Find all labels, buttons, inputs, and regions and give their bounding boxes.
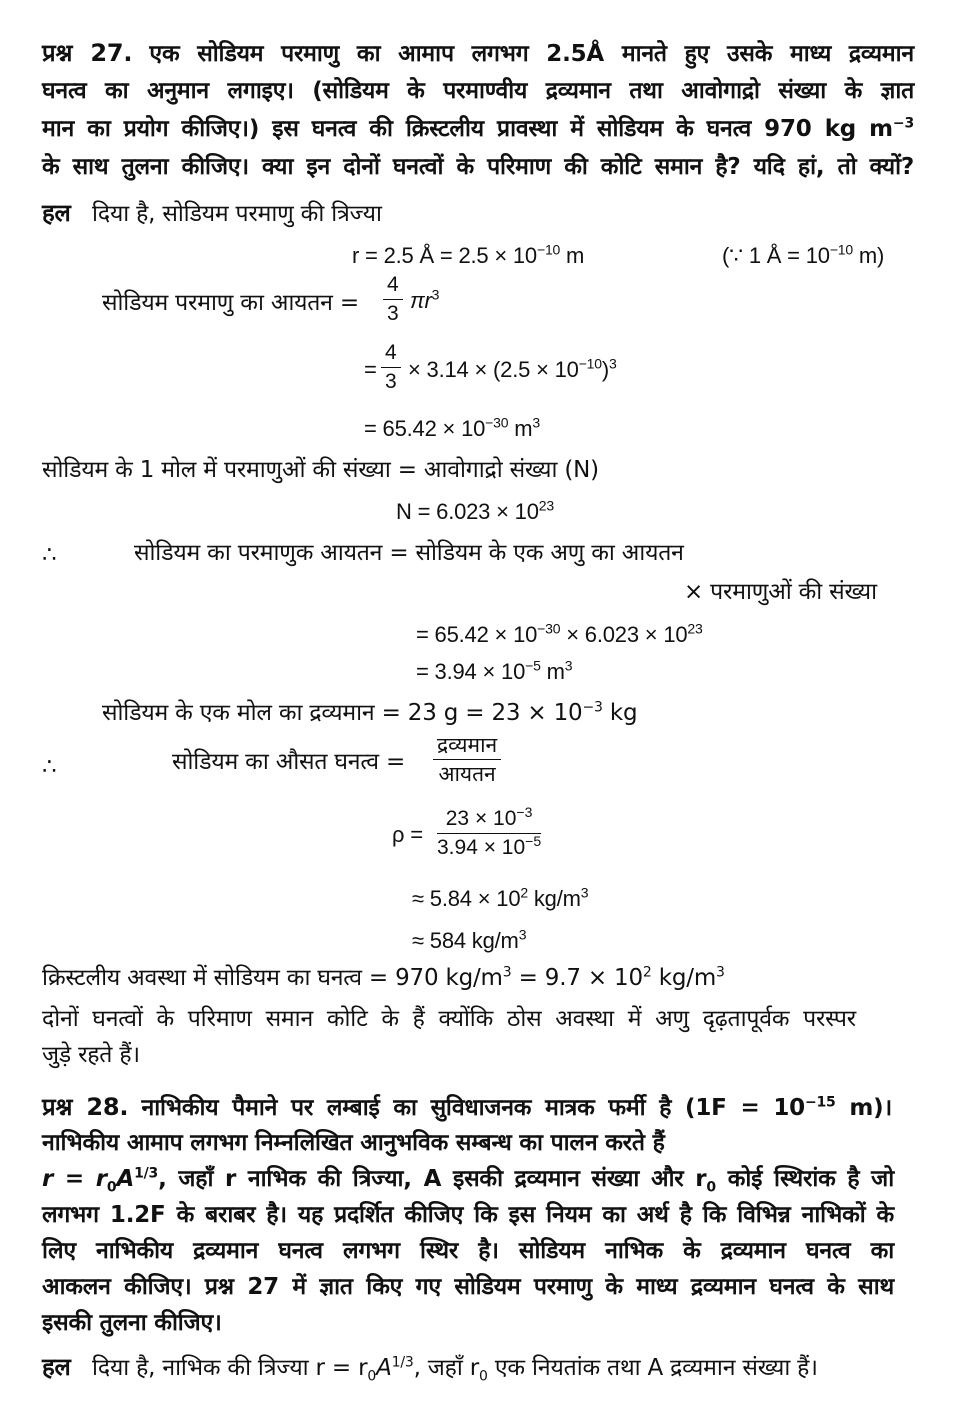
sol27-intro	[42, 198, 382, 229]
q28-line-2: नाभिकीय आमाप लगभग निम्नलिखित आनुभविक सम्बन्ध का पालन करते हैं	[42, 1130, 665, 1156]
q27-line-1	[42, 38, 914, 69]
vol-step2-eq: =	[364, 357, 377, 382]
frac-mass-volume: द्रव्यमान आयतन	[433, 732, 501, 787]
avg-density-label: सोडियम का औसत घनत्व =	[172, 749, 406, 775]
therefore-1: ∴	[42, 542, 57, 568]
conclusion-2: जुड़े रहते हैं।	[42, 1042, 140, 1068]
therefore-2: ∴	[42, 754, 57, 780]
q28-line-5: लिए नाभिकीय द्रव्यमान घनत्व लगभग स्थिर है। सोडियम नाभिक के द्रव्यमान घनत्व का	[42, 1238, 894, 1264]
q28-label: प्रश्न 28.	[42, 1093, 129, 1121]
q28-line-3: $r = r_0A^{1/3}$, जहाँ r नाभिक की त्रिज्या, A इसकी द्रव्यमान संख्या और $r_0$ कोई स्थिरांक है जो	[42, 1165, 894, 1196]
rho-result-2: ≈ 584 $kg/m^3$	[412, 926, 527, 953]
rho-label: ρ =	[392, 822, 423, 847]
av-step1: = $65.42 \times 10^{-30} \times 6.023 \times 10^{23}$	[416, 620, 703, 647]
q28-line-1: प्रश्न 28. नाभिकीय पैमाने पर लम्बाई का सुविधाजनक मात्रक फर्मी है ($1F = 10^{-15}$ m)।	[42, 1093, 893, 1121]
q27-text-3: मान का प्रयोग कीजिए।) इस घनत्व की क्रिस्टलीय प्रावस्था में सोडियम के घनत्व 970 kg m	[42, 116, 893, 142]
q27-line-2: घनत्व का अनुमान लगाइए। (सोडियम के परमाण्वीय द्रव्यमान तथा आवोगाद्रो संख्या के ज्ञात	[42, 78, 914, 104]
atomic-volume-line-2: × परमाणुओं की संख्या	[684, 579, 877, 605]
q27-exp-3: −3	[892, 115, 914, 132]
sol28-line: हल दिया है, नाभिक की त्रिज्या $r = r_0A^{1/3}$, जहाँ $r_0$ एक नियतांक तथा A द्रव्यमान संख्या हैं।	[42, 1353, 818, 1385]
av-step2: = $3.94 \times 10^{-5}$ $m^3$	[416, 657, 573, 684]
q28-line-6: आकलन कीजिए। प्रश्न 27 में ज्ञात किए गए सोडियम परमाणु के माध्य द्रव्यमान घनत्व के साथ	[42, 1274, 894, 1300]
sol27-intro-text: दिया है, सोडियम परमाणु की त्रिज्या	[91, 201, 382, 227]
frac-four-thirds-1: $\frac{4}{3}$	[383, 272, 403, 327]
pi-r-cubed: $\pi r^3$	[410, 286, 440, 313]
q28-line-7: इसकी तुलना कीजिए।	[42, 1310, 222, 1336]
rho-result-1: ≈ $5.84 \times 10^2$ $kg/m^3$	[412, 884, 589, 911]
sol27-label: हल	[42, 199, 71, 227]
atomic-volume-line: सोडियम का परमाणुक आयतन = सोडियम के एक अणु का आयतन	[134, 540, 684, 566]
mass-line: सोडियम के एक मोल का द्रव्यमान = 23 $g = 23 \times 10^{-3}$ kg	[102, 699, 638, 726]
vol-step3: = $65.42 \times 10^{-30}$ $m^3$	[364, 414, 540, 441]
q27-text-1: एक सोडियम परमाणु का आमाप लगभग 2.5Å मानते हुए उसके माध्य द्रव्यमान	[149, 41, 914, 67]
conclusion-1: दोनों घनत्वों के परिमाण समान कोटि के हैं क्योंकि ठोस अवस्था में अणु दृढ़तापूर्वक परस्पर	[42, 1006, 856, 1032]
crystal-density-line: क्रिस्टलीय अवस्था में सोडियम का घनत्व = 970 $kg/m^3 = 9.7 \times 10^2$ $kg/m^3$	[42, 964, 725, 991]
angstrom-note: (∵ 1 Å = $10^{-10}$ m)	[722, 241, 885, 268]
radius-equation: r = 2.5 Å = $2.5 \times 10^{-10}$ m	[352, 241, 585, 268]
avogadro-eq: $N = 6.023 \times 10^{23}$	[396, 497, 554, 524]
q27-line-3	[42, 114, 914, 144]
sol28-label: हल	[42, 1353, 71, 1381]
q28-line-4: लगभग 1.2F के बराबर है। यह प्रदर्शित कीजिए कि इस नियम का अर्थ है कि विभिन्न नाभिकों के	[42, 1202, 894, 1228]
q27-label: प्रश्न 27.	[42, 39, 133, 67]
mole-line: सोडियम के 1 मोल में परमाणुओं की संख्या = आवोगाद्रो संख्या (N)	[42, 457, 599, 483]
volume-label: सोडियम परमाणु का आयतन =	[102, 290, 359, 316]
q27-line-4: के साथ तुलना कीजिए। क्या इन दोनों घनत्वों के परिमाण की कोटि समान है? यदि हां, तो क्यों?	[42, 154, 914, 180]
rho-fraction: $\frac{23 \times 10^{-3}}{3.94 \times 10^{-5}}$	[437, 804, 542, 859]
frac-four-thirds-2: $\frac{4}{3}$	[381, 340, 401, 395]
vol-step2: × $3.14 \times (2.5 \times 10^{-10})^3$	[408, 355, 617, 382]
